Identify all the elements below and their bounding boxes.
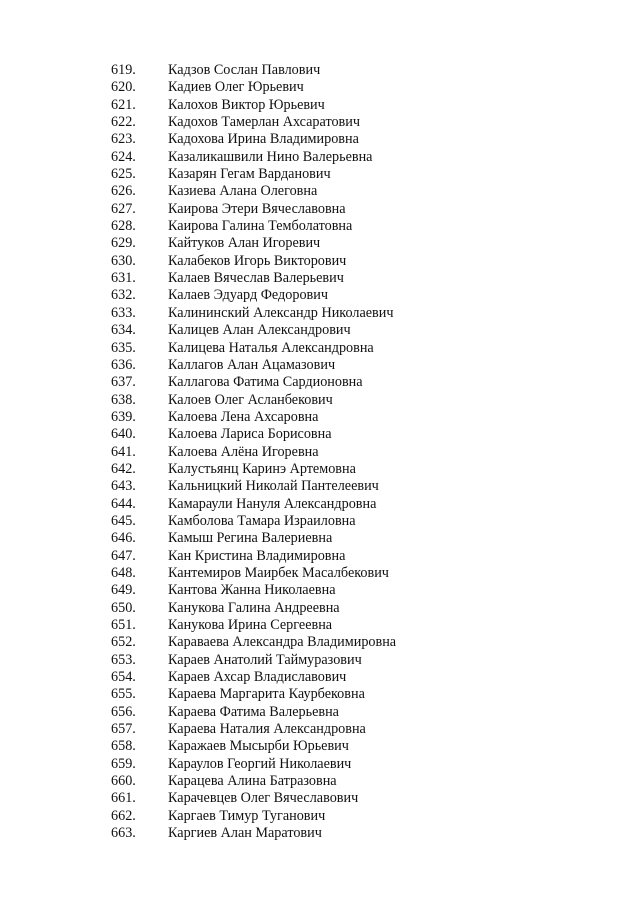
entry-number: 640. — [111, 426, 136, 443]
entry-name: Камараули Нануля Александровна — [168, 495, 377, 512]
list-item — [111, 600, 396, 617]
list-item — [111, 530, 396, 547]
entry-number: 622. — [111, 114, 136, 131]
entry-number: 631. — [111, 270, 136, 287]
entry-name: Караева Фатима Валерьевна — [168, 703, 339, 720]
entry-number: 628. — [111, 218, 136, 235]
entry-name: Калаев Эдуард Федорович — [168, 287, 328, 304]
list-item — [111, 149, 396, 166]
entry-name: Кан Кристина Владимировна — [168, 547, 346, 564]
list-item — [111, 374, 396, 391]
entry-number: 636. — [111, 356, 136, 373]
entry-name: Казаликашвили Нино Валерьевна — [168, 148, 373, 165]
entry-name: Кадохова Ирина Владимировна — [168, 131, 359, 148]
entry-number: 661. — [111, 790, 136, 807]
list-item — [111, 131, 396, 148]
entry-name: Караев Анатолий Таймуразович — [168, 651, 362, 668]
entry-number: 623. — [111, 131, 136, 148]
name-list — [111, 62, 396, 842]
list-item — [111, 461, 396, 478]
list-item — [111, 444, 396, 461]
entry-name: Каргиев Алан Маратович — [168, 825, 322, 842]
entry-name: Кантова Жанна Николаевна — [168, 582, 336, 599]
entry-name: Калаев Вячеслав Валерьевич — [168, 270, 344, 287]
list-item — [111, 183, 396, 200]
entry-number: 632. — [111, 287, 136, 304]
entry-number: 642. — [111, 460, 136, 477]
list-item — [111, 235, 396, 252]
entry-number: 635. — [111, 339, 136, 356]
entry-name: Каллагов Алан Ацамазович — [168, 356, 336, 373]
entry-name: Караева Наталия Александровна — [168, 721, 366, 738]
entry-name: Калустьянц Каринэ Артемовна — [168, 460, 356, 477]
list-item — [111, 166, 396, 183]
entry-name: Калоева Лариса Борисовна — [168, 426, 332, 443]
entry-number: 643. — [111, 478, 136, 495]
entry-name: Кадзов Сослан Павлович — [168, 62, 321, 78]
entry-number: 645. — [111, 512, 136, 529]
entry-number: 663. — [111, 825, 136, 842]
entry-number: 634. — [111, 322, 136, 339]
entry-name: Калоева Лена Ахсаровна — [168, 408, 319, 425]
list-item — [111, 357, 396, 374]
entry-name: Кайтуков Алан Игоревич — [168, 235, 321, 252]
entry-name: Калицева Наталья Александровна — [168, 339, 374, 356]
list-item — [111, 582, 396, 599]
list-item — [111, 652, 396, 669]
entry-number: 637. — [111, 374, 136, 391]
entry-number: 656. — [111, 703, 136, 720]
entry-name: Каирова Этери Вячеславовна — [168, 200, 346, 217]
entry-number: 649. — [111, 582, 136, 599]
entry-number: 624. — [111, 148, 136, 165]
entry-name: Калохов Виктор Юрьевич — [168, 96, 325, 113]
list-item — [111, 253, 396, 270]
entry-name: Кантемиров Маирбек Масалбекович — [168, 564, 389, 581]
list-item — [111, 478, 396, 495]
entry-number: 655. — [111, 686, 136, 703]
entry-number: 659. — [111, 755, 136, 772]
entry-number: 660. — [111, 773, 136, 790]
entry-name: Камыш Регина Валериевна — [168, 530, 333, 547]
list-item — [111, 808, 396, 825]
entry-number: 657. — [111, 721, 136, 738]
entry-name: Кальницкий Николай Пантелеевич — [168, 478, 379, 495]
list-item — [111, 773, 396, 790]
entry-number: 652. — [111, 634, 136, 651]
list-item — [111, 426, 396, 443]
entry-name: Камболова Тамара Израиловна — [168, 512, 356, 529]
entry-number: 633. — [111, 304, 136, 321]
list-item — [111, 513, 396, 530]
entry-number: 648. — [111, 564, 136, 581]
entry-name: Караулов Георгий Николаевич — [168, 755, 352, 772]
list-item — [111, 825, 396, 842]
list-item — [111, 617, 396, 634]
entry-name: Каргаев Тимур Туганович — [168, 807, 326, 824]
entry-name: Канукова Ирина Сергеевна — [168, 617, 333, 633]
entry-number: 619. — [111, 62, 136, 78]
entry-name: Карачевцев Олег Вячеславович — [168, 790, 359, 807]
entry-number: 630. — [111, 252, 136, 269]
entry-number: 620. — [111, 79, 136, 96]
entry-number: 644. — [111, 495, 136, 512]
entry-number: 626. — [111, 183, 136, 200]
entry-name: Казиева Алана Олеговна — [168, 183, 318, 200]
list-item — [111, 738, 396, 755]
entry-number: 646. — [111, 530, 136, 547]
list-item — [111, 62, 396, 79]
list-item — [111, 114, 396, 131]
entry-name: Калоева Алёна Игоревна — [168, 443, 319, 460]
entry-name: Калоев Олег Асланбекович — [168, 391, 333, 408]
list-item — [111, 305, 396, 322]
list-item — [111, 565, 396, 582]
entry-number: 662. — [111, 807, 136, 824]
list-item — [111, 322, 396, 339]
entry-number: 653. — [111, 651, 136, 668]
list-item — [111, 201, 396, 218]
entry-name: Кадиев Олег Юрьевич — [168, 79, 304, 96]
list-item — [111, 704, 396, 721]
list-item — [111, 218, 396, 235]
entry-name: Калабеков Игорь Викторович — [168, 252, 347, 269]
list-item — [111, 548, 396, 565]
list-item — [111, 97, 396, 114]
list-item — [111, 79, 396, 96]
entry-number: 654. — [111, 669, 136, 686]
entry-name: Каллагова Фатима Сардионовна — [168, 374, 363, 391]
entry-number: 641. — [111, 443, 136, 460]
entry-name: Канукова Галина Андреевна — [168, 599, 340, 616]
list-item — [111, 270, 396, 287]
entry-number: 650. — [111, 599, 136, 616]
entry-name: Караева Маргарита Каурбековна — [168, 686, 365, 703]
list-item — [111, 340, 396, 357]
list-item — [111, 287, 396, 304]
entry-number: 647. — [111, 547, 136, 564]
list-item — [111, 756, 396, 773]
entry-name: Караваева Александра Владимировна — [168, 634, 397, 651]
entry-name: Каирова Галина Темболатовна — [168, 218, 353, 235]
entry-name: Калининский Александр Николаевич — [168, 304, 394, 321]
list-item — [111, 686, 396, 703]
entry-number: 629. — [111, 235, 136, 252]
entry-name: Карацева Алина Батразовна — [168, 773, 337, 790]
list-item — [111, 634, 396, 651]
entry-name: Калицев Алан Александрович — [168, 322, 351, 339]
list-item — [111, 409, 396, 426]
entry-name: Кадохов Тамерлан Ахсаратович — [168, 114, 360, 131]
entry-name: Каражаев Мысырби Юрьевич — [168, 738, 349, 755]
list-item — [111, 721, 396, 738]
entry-number: 621. — [111, 96, 136, 113]
entry-number: 658. — [111, 738, 136, 755]
entry-name: Казарян Гегам Варданович — [168, 166, 331, 183]
entry-number: 638. — [111, 391, 136, 408]
entry-number: 627. — [111, 200, 136, 217]
list-item — [111, 669, 396, 686]
entry-number: 639. — [111, 408, 136, 425]
entry-number: 625. — [111, 166, 136, 183]
list-item — [111, 392, 396, 409]
list-item — [111, 790, 396, 807]
entry-name: Караев Ахсар Владиславович — [168, 669, 347, 686]
list-item — [111, 496, 396, 513]
entry-number: 651. — [111, 617, 136, 633]
